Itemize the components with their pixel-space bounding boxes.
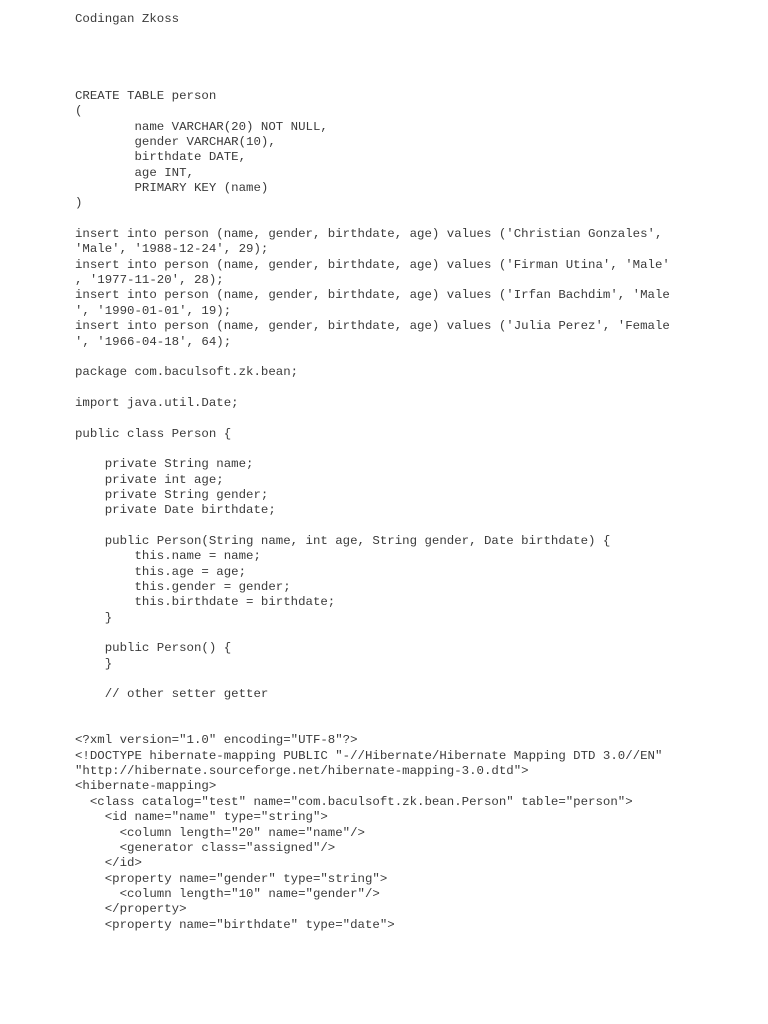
code-line: <!DOCTYPE hibernate-mapping PUBLIC "-//Hibernate/Hibernate Mapping DTD 3.0//EN": [75, 748, 663, 763]
code-line: [75, 703, 670, 718]
code-line: age INT,: [75, 165, 194, 180]
code-line: <class catalog="test" name="com.baculsoft.zk.bean.Person" table="person">: [75, 794, 633, 809]
code-line: <column length="10" name="gender"/>: [75, 886, 380, 901]
code-line: <column length="20" name="name"/>: [75, 825, 365, 840]
code-line: "http://hibernate.sourceforge.net/hibernate-mapping-3.0.dtd">: [75, 764, 529, 779]
code-line: 'Male', '1988-12-24', 29);: [75, 242, 269, 257]
code-line: import java.util.Date;: [75, 395, 239, 410]
document-header: Codingan Zkoss: [75, 12, 180, 26]
code-line: , '1977-11-20', 28);: [75, 273, 224, 288]
code-line: }: [75, 656, 113, 671]
code-line: <property name="gender" type="string">: [75, 871, 388, 886]
code-line: private String gender;: [75, 487, 269, 502]
code-line: this.age = age;: [75, 564, 247, 579]
code-line: private int age;: [75, 472, 224, 487]
code-line: [75, 718, 670, 733]
code-line: <generator class="assigned"/>: [75, 840, 336, 855]
code-line: <?xml version="1.0" encoding="UTF-8"?>: [75, 733, 358, 748]
code-line: // other setter getter: [75, 687, 269, 702]
code-line: </property>: [75, 902, 187, 917]
code-line: package com.baculsoft.zk.bean;: [75, 365, 299, 380]
code-line: [75, 626, 670, 641]
code-line: this.gender = gender;: [75, 580, 291, 594]
code-line: birthdate DATE,: [75, 150, 247, 165]
code-line: [75, 672, 670, 687]
code-line: public class Person {: [75, 426, 232, 441]
code-line: ', '1966-04-18', 64);: [75, 334, 232, 349]
code-line: <id name="name" type="string">: [75, 810, 328, 825]
code-listing: [75, 89, 670, 933]
code-line: private Date birthdate;: [75, 503, 276, 518]
code-line: public Person() {: [75, 641, 232, 656]
code-line: <hibernate-mapping>: [75, 779, 217, 794]
code-line: [75, 212, 670, 227]
code-line: insert into person (name, gender, birthdate, age) values ('Firman Utina', 'Male': [75, 257, 670, 272]
code-line: ', '1990-01-01', 19);: [75, 303, 232, 318]
code-line: insert into person (name, gender, birthdate, age) values ('Christian Gonzales',: [75, 227, 663, 242]
code-line: public Person(String name, int age, String gender, Date birthdate) {: [75, 533, 611, 548]
code-line: CREATE TABLE person: [75, 89, 217, 103]
code-line: name VARCHAR(20) NOT NULL,: [75, 119, 328, 134]
code-line: (: [75, 104, 83, 119]
code-line: PRIMARY KEY (name): [75, 181, 269, 196]
code-line: insert into person (name, gender, birthdate, age) values ('Julia Perez', 'Female: [75, 319, 670, 334]
code-line: <property name="birthdate" type="date">: [75, 917, 395, 932]
code-line: ): [75, 196, 83, 211]
code-line: insert into person (name, gender, birthdate, age) values ('Irfan Bachdim', 'Male: [75, 288, 670, 303]
code-line: [75, 519, 670, 534]
code-line: [75, 350, 670, 365]
code-line: this.birthdate = birthdate;: [75, 595, 336, 610]
code-line: [75, 442, 670, 457]
code-line: }: [75, 610, 113, 625]
code-line: this.name = name;: [75, 549, 261, 564]
code-line: [75, 411, 670, 426]
code-line: private String name;: [75, 457, 254, 472]
code-line: gender VARCHAR(10),: [75, 135, 276, 150]
code-line: </id>: [75, 856, 142, 871]
code-line: [75, 381, 670, 396]
